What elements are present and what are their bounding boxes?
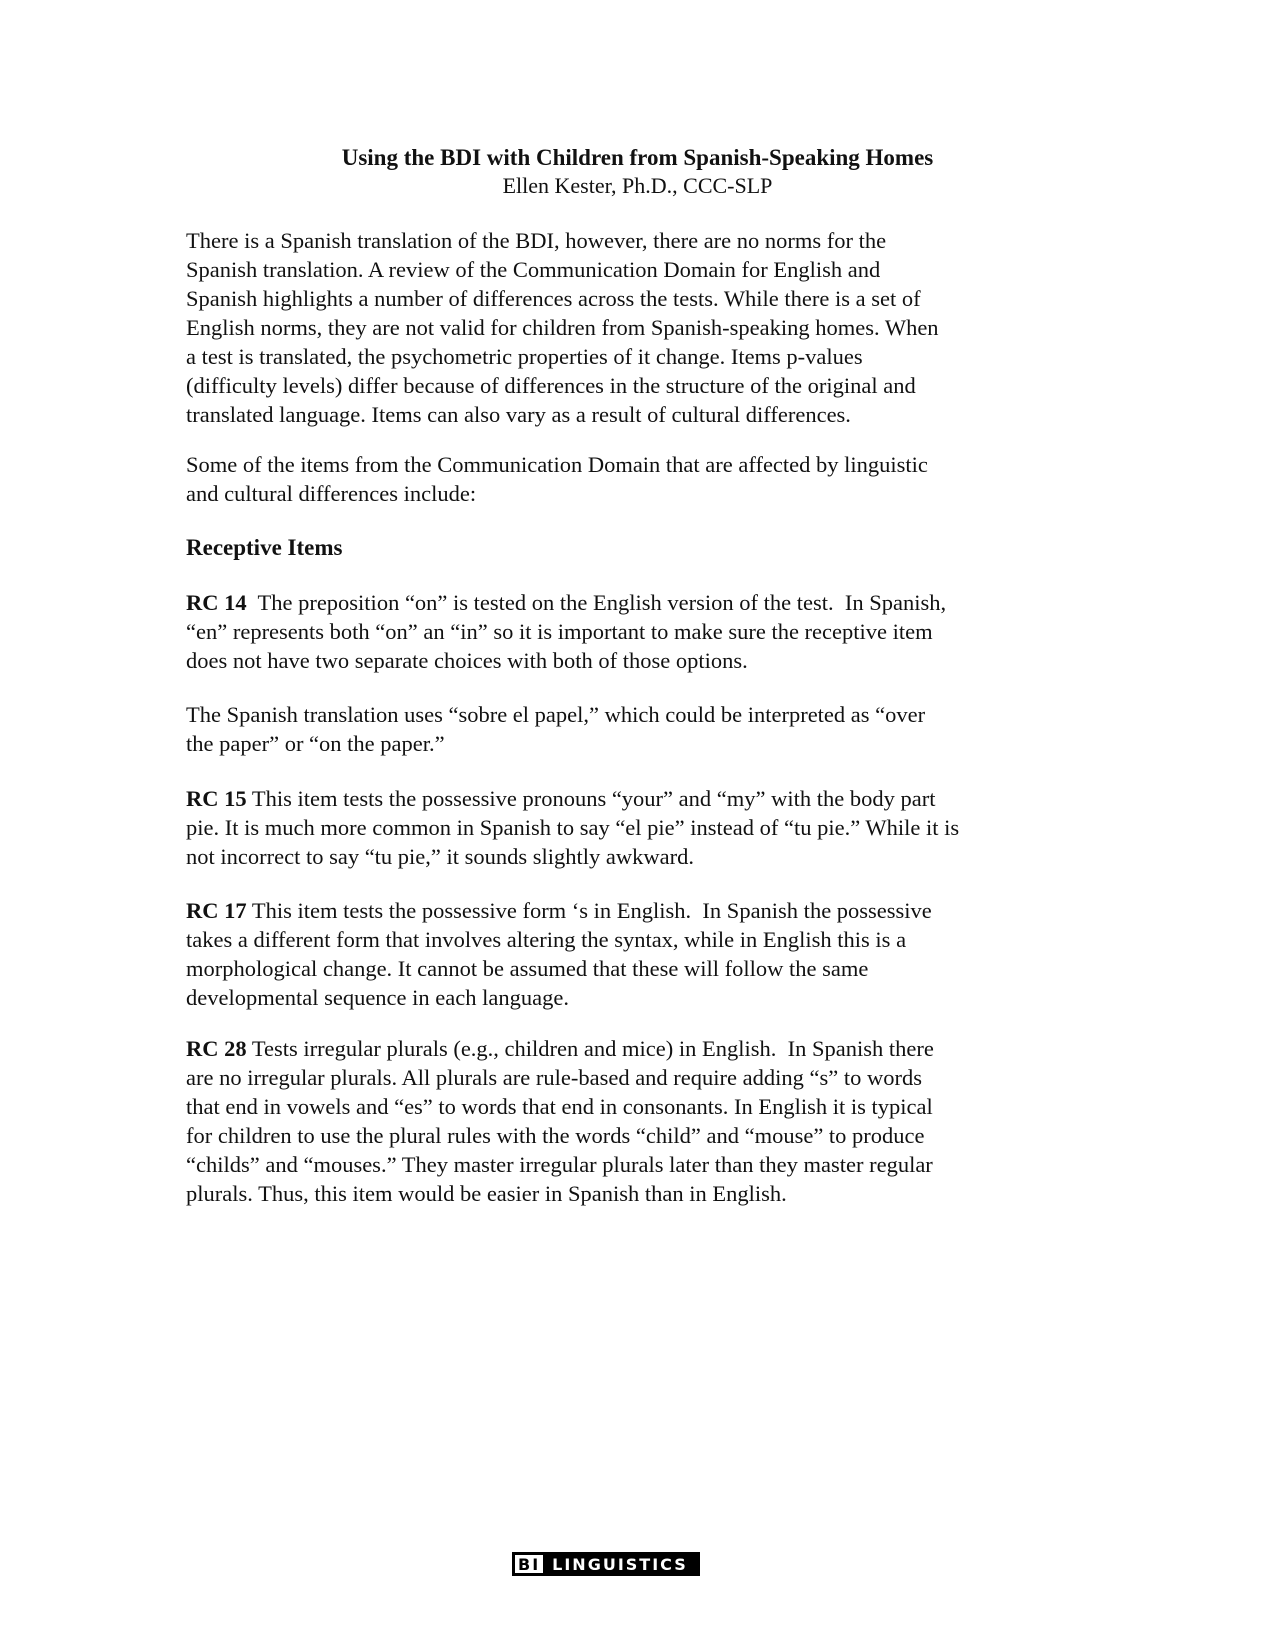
item-code: RC 14 — [186, 590, 247, 615]
text-line: English norms, they are not valid for children from Spanish-speaking homes. When — [186, 315, 939, 340]
text-line: “childs” and “mouses.” They master irregular plurals later than they master regular — [186, 1152, 933, 1177]
rc14-note-paragraph — [186, 700, 1086, 758]
intro-paragraph — [186, 226, 1086, 429]
text-line — [186, 588, 1086, 617]
item-text: The preposition “on” is tested on the English version of the test. In Spanish, — [246, 590, 947, 615]
text-line: that end in vowels and “es” to words that end in consonants. In English it is typical — [186, 1094, 933, 1119]
text-line: The Spanish translation uses “sobre el papel,” which could be interpreted as “over — [186, 702, 926, 727]
item-code: RC 28 — [186, 1036, 247, 1061]
text-line: plurals. Thus, this item would be easier in Spanish than in English. — [186, 1181, 787, 1206]
rc14-paragraph — [186, 588, 1086, 675]
item-text: This item tests the possessive form ‘s in English. In Spanish the possessive — [246, 898, 932, 923]
bilinguistics-logo — [512, 1552, 700, 1576]
item-code: RC 17 — [186, 898, 247, 923]
text-line: Spanish translation. A review of the Communication Domain for English and — [186, 257, 881, 282]
document-title: Using the BDI with Children from Spanish-Speaking Homes — [341, 145, 934, 170]
text-line: pie. It is much more common in Spanish to say “el pie” instead of “tu pie.” While it is — [186, 815, 960, 840]
text-line: a test is translated, the psychometric properties of it change. Items p-values — [186, 344, 863, 369]
text-line: (difficulty levels) differ because of differences in the structure of the original and — [186, 373, 916, 398]
logo-part-linguistics: LINGUISTICS — [546, 1552, 700, 1576]
text-line: for children to use the plural rules with the words “child” and “mouse” to produce — [186, 1123, 925, 1148]
rc28-paragraph — [186, 1034, 1086, 1208]
text-line: not incorrect to say “tu pie,” it sounds slightly awkward. — [186, 844, 695, 869]
text-line: and cultural differences include: — [186, 481, 477, 506]
text-line: morphological change. It cannot be assumed that these will follow the same — [186, 956, 869, 981]
item-text: Tests irregular plurals (e.g., children and mice) in English. In Spanish there — [246, 1036, 934, 1061]
logo-part-bi: BI — [512, 1552, 546, 1576]
text-line — [186, 896, 1086, 925]
text-line — [186, 784, 1086, 813]
text-line: translated language. Items can also vary as a result of cultural differences. — [186, 402, 851, 427]
text-line: Spanish highlights a number of differences across the tests. While there is a set of — [186, 286, 921, 311]
text-line: the paper” or “on the paper.” — [186, 731, 445, 756]
document-author: Ellen Kester, Ph.D., CCC-SLP — [502, 173, 773, 198]
lead-paragraph — [186, 450, 1086, 508]
section-heading: Receptive Items — [186, 535, 343, 560]
text-line — [186, 1034, 1086, 1063]
text-line: developmental sequence in each language. — [186, 985, 569, 1010]
item-text: This item tests the possessive pronouns “your” and “my” with the body part — [246, 786, 936, 811]
rc17-paragraph — [186, 896, 1086, 1012]
rc15-paragraph — [186, 784, 1086, 871]
text-line: Some of the items from the Communication Domain that are affected by linguistic — [186, 452, 928, 477]
text-line: are no irregular plurals. All plurals are rule-based and require adding “s” to words — [186, 1065, 922, 1090]
text-line: “en” represents both “on” an “in” so it is important to make sure the receptive item — [186, 619, 933, 644]
text-line: There is a Spanish translation of the BDI, however, there are no norms for the — [186, 228, 887, 253]
text-line: takes a different form that involves altering the syntax, while in English this is a — [186, 927, 907, 952]
item-code: RC 15 — [186, 786, 247, 811]
text-line: does not have two separate choices with both of those options. — [186, 648, 748, 673]
